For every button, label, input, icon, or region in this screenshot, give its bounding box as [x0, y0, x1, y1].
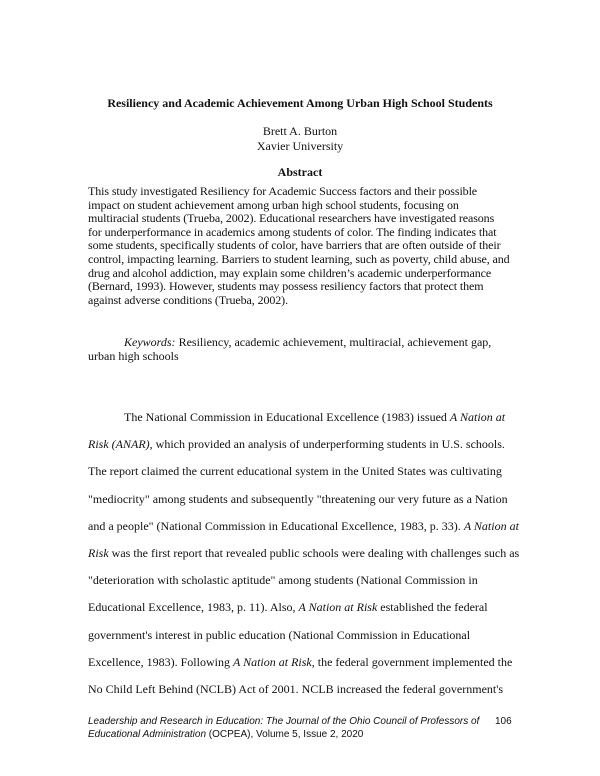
body-line: "deterioration with scholastic aptitude" among students (National Commission in: [88, 573, 478, 588]
citation-title: Risk (ANAR),: [88, 437, 153, 452]
abstract-line: for underperformance in academics among students of color. The finding indicates that: [88, 224, 497, 239]
body-line: and a people" (National Commission in Educational Excellence, 1983, p. 33). A Nation at: [88, 518, 519, 533]
body-line: Risk (ANAR), which provided an analysis of underperforming students in U.S. schools.: [88, 437, 505, 452]
journal-volume-info: (OCPEA), Volume 5, Issue 2, 2020: [206, 729, 364, 740]
citation-title: A Nation at Risk: [232, 654, 312, 669]
body-line: No Child Left Behind (NCLB) Act of 2001. NCLB increased the federal government's: [88, 682, 504, 697]
journal-footer: [88, 715, 518, 741]
keywords-label: Keywords:: [124, 335, 176, 349]
abstract-text: [88, 185, 512, 307]
keywords-line: [88, 336, 512, 350]
keywords-line-2: urban high schools: [88, 348, 179, 363]
body-line: Educational Excellence, 1983, p. 11). Also, A Nation at Risk established the federal: [88, 600, 488, 615]
author-block: [88, 124, 512, 154]
abstract-line: drug and alcohol addiction, may explain some children’s academic underperformance: [88, 265, 492, 280]
citation-title: Risk: [88, 546, 109, 561]
abstract-line: (Bernard, 1993). However, students may possess resiliency factors that protect them: [88, 279, 484, 294]
abstract-line: against adverse conditions (Trueba, 2002).: [88, 292, 288, 307]
keywords-block: [88, 336, 512, 363]
journal-name-line-2: Educational Administration: [88, 729, 207, 740]
abstract-line: multiracial students (Trueba, 2002). Educational researchers have investigated reasons: [88, 211, 495, 226]
body-text: [88, 404, 518, 703]
keywords-list: Resiliency, academic achievement, multiracial, achievement gap,: [175, 335, 492, 349]
abstract-heading: Abstract: [277, 165, 323, 179]
author-name: Brett A. Burton: [262, 124, 338, 138]
paper-title: Resiliency and Academic Achievement Among Urban High School Students: [107, 96, 493, 110]
body-line: government's interest in public education (National Commission in Educational: [88, 627, 471, 642]
abstract-line: control, impacting learning. Barriers to student learning, such as poverty, child abuse, and: [88, 251, 510, 266]
page-number: 106: [495, 716, 512, 727]
abstract-line: impact on student achievement among urban high school students, focusing on: [88, 197, 459, 212]
abstract-line: This study investigated Resiliency for Academic Success factors and their possible: [88, 184, 478, 198]
body-line: The report claimed the current educational system in the United States was cultivating: [88, 464, 502, 479]
body-line: Excellence, 1983). Following A Nation at Risk, the federal government implemented the: [88, 654, 513, 669]
body-line: The National Commission in Educational Excellence (1983) issued A Nation at: [124, 410, 506, 424]
citation-title: A Nation at: [463, 518, 519, 533]
citation-title: A Nation at Risk: [298, 600, 378, 615]
author-affiliation: Xavier University: [256, 139, 344, 153]
journal-name-line-1: Leadership and Research in Education: The Journal of the Ohio Council of Professors of: [88, 716, 480, 727]
body-line: Risk was the first report that revealed public schools were dealing with challenges such as: [88, 546, 520, 561]
abstract-line: some students, specifically students of color, have barriers that are often outside of their: [88, 238, 501, 253]
citation-title: A Nation at: [449, 410, 506, 424]
body-line: "mediocrity" among students and subsequently "threatening our very future as a Nation: [88, 491, 508, 506]
